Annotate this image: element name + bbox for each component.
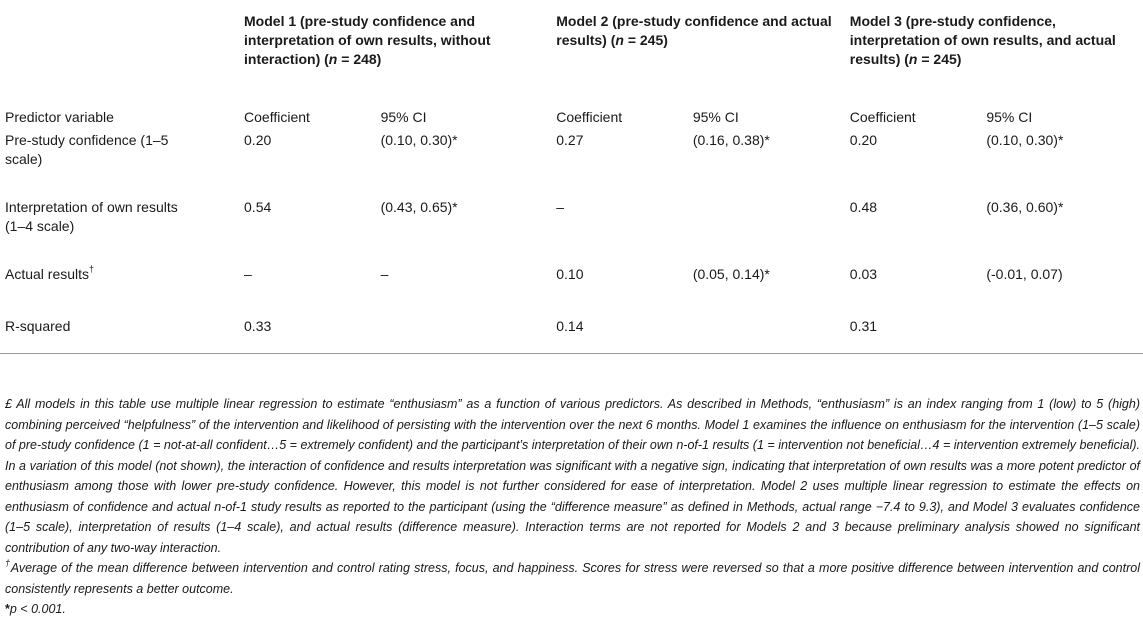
m1-coef-cell: – — [244, 266, 252, 282]
m3-ci-cell: (0.10, 0.30)* — [986, 132, 1064, 148]
dagger-mark: † — [89, 264, 95, 275]
table-row — [0, 197, 1143, 264]
m2-ci-cell: (0.05, 0.14)* — [692, 266, 770, 282]
m3-coef-cell: 0.31 — [850, 316, 987, 353]
row-label: Actual results† — [5, 264, 95, 282]
m2-coef-cell: 0.14 — [556, 316, 693, 353]
model-2-header: Model 2 (pre-study confidence and actual results) (n = 245) — [556, 13, 832, 48]
m3-ci-cell — [986, 316, 1143, 353]
m3-coef-cell: 0.03 — [849, 266, 878, 282]
m3-coef-cell: 0.48 — [849, 199, 878, 215]
m2-coef-header: Coefficient — [556, 109, 623, 125]
footnote-main: £ All models in this table use multiple linear regression to estimate “enthusiasm” as a function of various predictors. As described in Methods, “enthusiasm” is an index ranging from 1 (low) to 5 (high) combining perceived “helpfulness” of the intervention and likelihood of persisting with the intervention over the next 6 months. Model 1 examines the influence on enthusiasm for the intervention (1–5 scale) of pre-study confidence (1 = not-at-all confident…5 = extremely confident) and the participant’s interpretation of their own n-of-1 results (1 = intervention not beneficial…4 = intervention extremely beneficial). In a variation of this model (not shown), the interaction of confidence and results interpretation was significant with a negative sign, indicating that interpretation of own results was a more potent predictor of enthusiasm among those with lower pre-study confidence. However, this model is not further considered for ease of interpretation. Model 2 uses multiple linear regression to estimate the effects on enthusiasm of confidence and actual n-of-1 study results as reported to the participant (using the “difference measure” as defined in Methods, actual range −7.4 to 9.3), and Model 3 evaluates confidence (1–5 scale), interpretation of results (1–4 scale), and actual results (difference measure). Interaction terms are not reported for Models 2 and 3 because preliminary analysis showed no significant contribution of any two-way interaction. — [5, 397, 1140, 555]
column-header-row — [0, 99, 1143, 130]
m2-ci-cell — [693, 197, 850, 264]
table-footnotes — [5, 394, 1140, 620]
m1-coef-header: Coefficient — [244, 109, 310, 125]
m3-ci-cell: (-0.01, 0.07) — [986, 266, 1063, 282]
m1-coef-cell: 0.33 — [244, 316, 381, 353]
table-row — [0, 316, 1143, 353]
model-header-row — [0, 0, 1143, 99]
m2-ci-header: 95% CI — [692, 109, 739, 125]
m2-coef-cell: – — [556, 199, 565, 215]
m3-ci-header: 95% CI — [986, 109, 1033, 125]
model-1-header: Model 1 (pre-study confidence and interpretation of own results, without interaction) (n = 248) — [244, 13, 491, 67]
m2-coef-cell: 0.10 — [556, 266, 584, 282]
m1-coef-cell: 0.20 — [244, 132, 272, 148]
m1-ci-cell — [381, 316, 557, 353]
m2-ci-cell: (0.16, 0.38)* — [692, 132, 770, 148]
m1-ci-cell: – — [380, 266, 389, 282]
row-label: R-squared — [0, 316, 244, 353]
m3-coef-header: Coefficient — [849, 109, 916, 125]
m1-ci-cell: (0.10, 0.30)* — [380, 132, 458, 148]
m2-ci-cell — [693, 316, 850, 353]
row-label: Interpretation of own results (1–4 scale) — [5, 199, 178, 234]
table-row — [0, 130, 1143, 197]
predictor-header: Predictor variable — [5, 109, 114, 125]
empty-corner-cell — [0, 0, 244, 99]
footnote-dagger: †Average of the mean difference between intervention and control rating stress, focus, and happiness. Scores for stress were reversed so that a more positive difference between intervention and control consistently represents a better outcome. — [5, 557, 1140, 596]
m1-coef-cell: 0.54 — [244, 199, 272, 215]
m3-ci-cell: (0.36, 0.60)* — [986, 199, 1064, 215]
m2-coef-cell: 0.27 — [556, 132, 584, 148]
m3-coef-cell: 0.20 — [849, 132, 878, 148]
model-3-header: Model 3 (pre-study confidence, interpretation of own results, and actual results) (n = 245) — [849, 13, 1116, 67]
table-row — [0, 264, 1143, 316]
m1-ci-header: 95% CI — [380, 109, 427, 125]
row-label: Pre-study confidence (1–5 scale) — [5, 132, 169, 167]
footnote-star: *p < 0.001. — [5, 602, 66, 616]
m1-ci-cell: (0.43, 0.65)* — [380, 199, 458, 215]
